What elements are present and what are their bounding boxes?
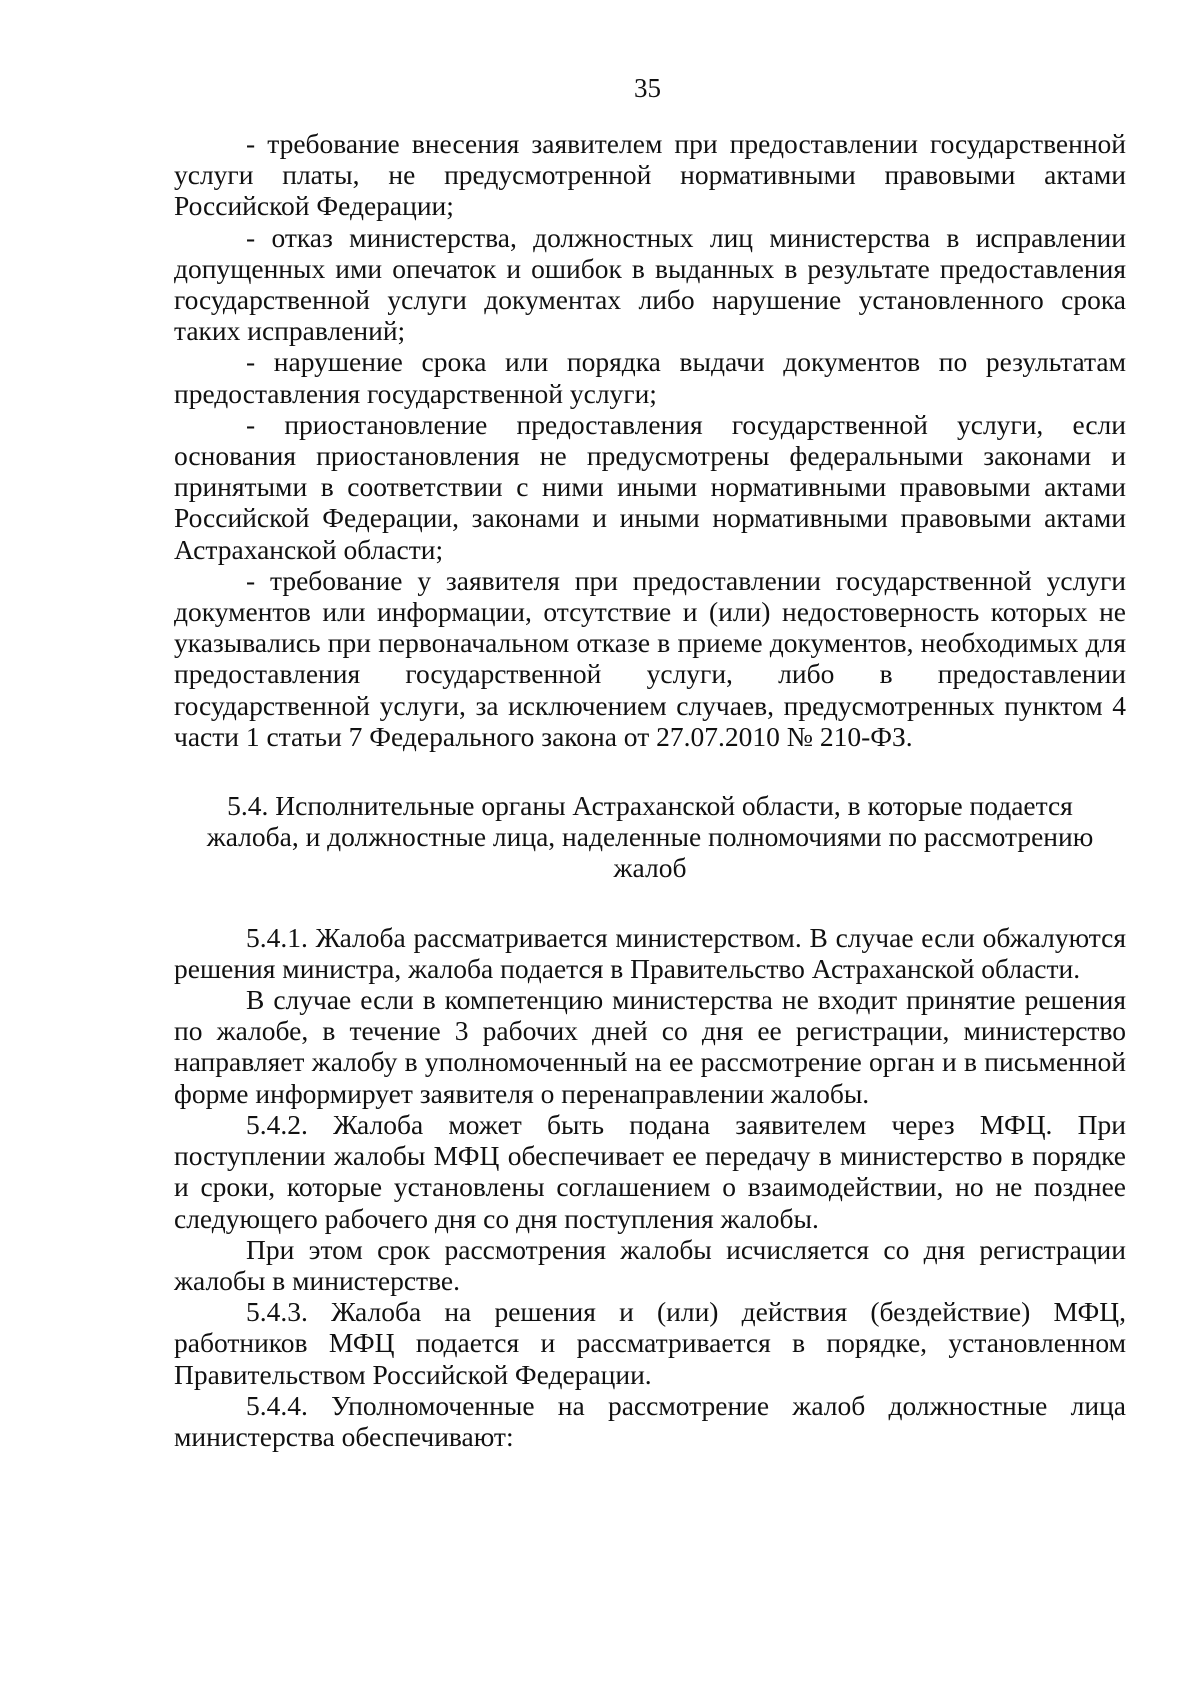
- paragraph-5-4-4: 5.4.4. Уполномоченные на рассмотрение жалоб должностные лица министерства обеспечивают:: [174, 1389, 1126, 1452]
- section-heading: 5.4. Исполнительные органы Астраханской области, в которые подается жалоба, и должностные лица, наделенные полномочиями по рассмотрению жалоб: [206, 790, 1094, 884]
- paragraph-5-4-3: 5.4.3. Жалоба на решения и (или) действия (бездействие) МФЦ, работников МФЦ подается и рассматривается в порядке, установленном Правительством Российской Федерации.: [174, 1296, 1126, 1390]
- list-item-correction-refusal: - отказ министерства, должностных лиц министерства в исправлении допущенных ими опечаток и ошибок в выданных в результате предоставления государственной услуги документах либо нарушение установленного срока таких исправлений;: [174, 221, 1126, 347]
- paragraph-5-4-1: 5.4.1. Жалоба рассматривается министерством. В случае если обжалуются решения министра, жалоба подается в Правительство Астраханской области.: [174, 921, 1126, 984]
- document-body: [174, 128, 1126, 1452]
- paragraph-5-4-2: 5.4.2. Жалоба может быть подана заявителем через МФЦ. При поступлении жалобы МФЦ обеспечивает ее передачу в министерство в порядке и сроки, которые установлены соглашением о взаимодействии, но не позднее следующего рабочего дня со дня поступления жалобы.: [174, 1108, 1126, 1234]
- spacer: [174, 884, 1126, 922]
- spacer: [174, 752, 1126, 790]
- paragraph-review-term: При этом срок рассмотрения жалобы исчисляется со дня регистрации жалобы в министерстве.: [174, 1233, 1126, 1296]
- page-number: 35: [634, 73, 661, 103]
- list-item-payment-requirement: - требование внесения заявителем при предоставлении государственной услуги платы, не предусмотренной нормативными правовыми актами Российской Федерации;: [174, 128, 1126, 222]
- list-item-document-requirement: - требование у заявителя при предоставлении государственной услуги документов или информации, отсутствие и (или) недостоверность которых не указывались при первоначальном отказе в приеме документов, необходимых для предоставления государственной услуги, либо в предоставлении государственной услуги, за исключением случаев, предусмотренных пунктом 4 части 1 статьи 7 Федерального закона от 27.07.2010 № 210-ФЗ.: [174, 564, 1126, 752]
- list-item-suspension: - приостановление предоставления государственной услуги, если основания приостановления не предусмотрены федеральными законами и принятыми в соответствии с ними иными нормативными правовыми актами Российской Федерации, законами и иными нормативными правовыми актами Астраханской области;: [174, 408, 1126, 565]
- paragraph-redirect: В случае если в компетенцию министерства не входит принятие решения по жалобе, в течение 3 рабочих дней со дня ее регистрации, министерство направляет жалобу в уполномоченный на ее рассмотрение орган и в письменной форме информирует заявителя о перенаправлении жалобы.: [174, 984, 1126, 1109]
- list-item-issuance-violation: - нарушение срока или порядка выдачи документов по результатам предоставления государственной услуги;: [174, 346, 1126, 409]
